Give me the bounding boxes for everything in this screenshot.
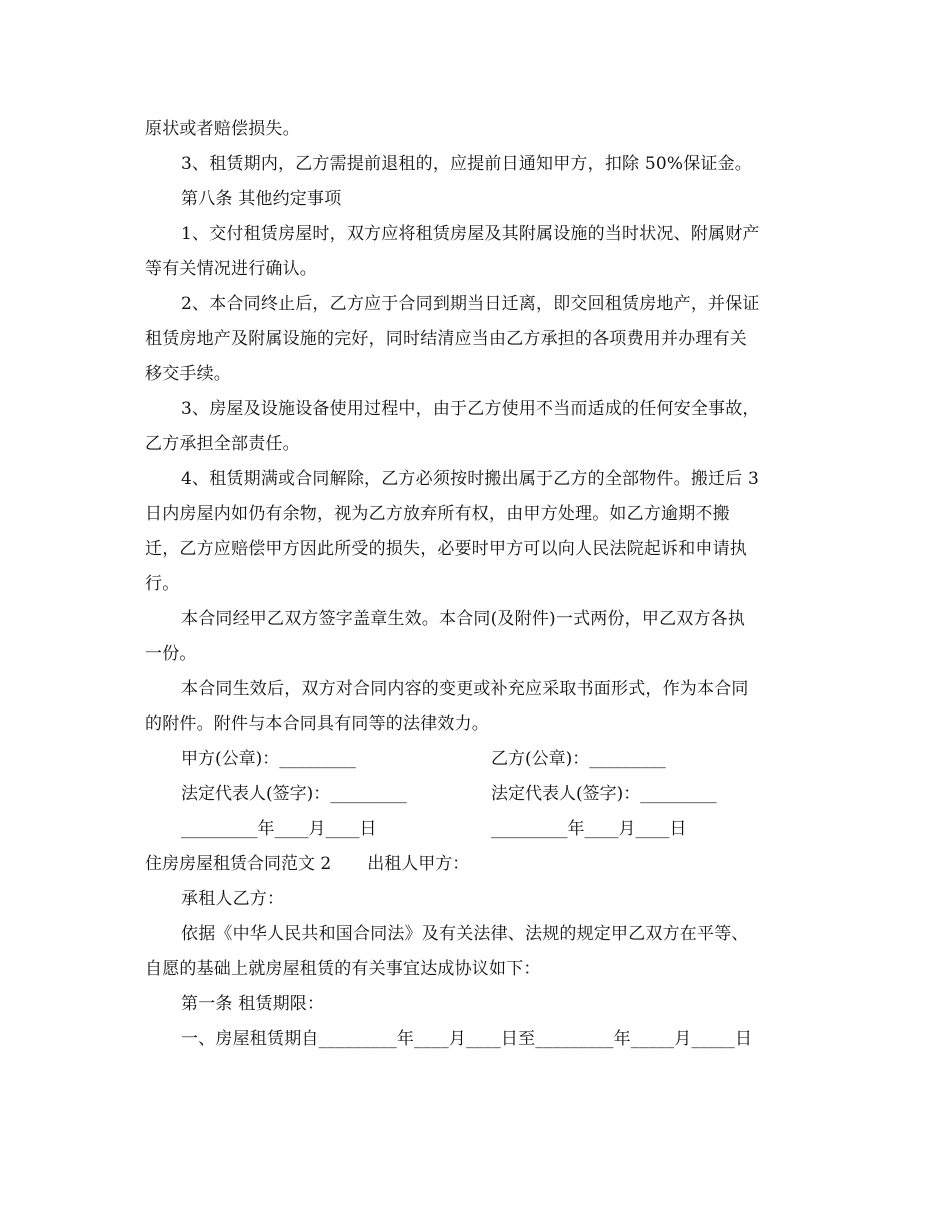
signature-row-date	[145, 812, 810, 847]
text-line: 一份。	[145, 644, 197, 664]
party-a-rep: 法定代表人(签字)：_________	[181, 784, 407, 804]
text-line: 4、租赁期满或合同解除，乙方必须按时搬出属于乙方的全部物件。搬迁后 3	[181, 469, 760, 489]
party-a-seal: 甲方(公章)：_________	[181, 749, 356, 769]
lessor-label: 出租人甲方：	[367, 854, 470, 874]
text-line: 租赁房地产及附属设施的完好，同时结清应当由乙方承担的各项费用并办理有关	[145, 329, 747, 349]
text-line: 1、交付租赁房屋时，双方应将租赁房屋及其附属设施的当时状况、附属财产	[181, 224, 760, 244]
text-line: 本合同经甲乙双方签字盖章生效。本合同(及附件)一式两份，甲乙双方各执	[181, 609, 746, 629]
text-line: 移交手续。	[145, 364, 231, 384]
document-page	[145, 112, 810, 1057]
text-line: 一、房屋租赁期自_________年____月____日至_________年_____月_____日	[181, 1029, 753, 1049]
party-b-seal: 乙方(公章)：_________	[491, 749, 666, 769]
text-line: 原状或者赔偿损失。	[145, 119, 300, 139]
signature-row-rep	[145, 777, 810, 812]
text-line: 本合同生效后，双方对合同内容的变更或补充应采取书面形式，作为本合同	[181, 679, 749, 699]
text-line: 行。	[145, 574, 180, 594]
text-line: 日内房屋内如仍有余物，视为乙方放弃所有权，由甲方处理。如乙方逾期不搬	[145, 504, 730, 524]
party-b-rep: 法定代表人(签字)：_________	[491, 784, 717, 804]
text-line: 等有关情况进行确认。	[145, 259, 317, 279]
text-line: 依据《中华人民共和国合同法》及有关法律、法规的规定甲乙双方在平等、	[181, 924, 749, 944]
section2-title: 住房房屋租赁合同范文 2	[145, 854, 332, 874]
party-b-date: _________年____月____日	[491, 819, 687, 839]
section-heading: 第一条 租赁期限：	[181, 994, 325, 1014]
text-line: 2、本合同终止后，乙方应于合同到期当日迁离，即交回租赁房地产，并保证	[181, 294, 760, 314]
text-line: 的附件。附件与本合同具有同等的法律效力。	[145, 714, 489, 734]
signature-row-seal	[145, 742, 810, 777]
section-heading: 第八条 其他约定事项	[181, 189, 342, 209]
text-line: 3、租赁期内，乙方需提前退租的，应提前日通知甲方，扣除 50%保证金。	[181, 154, 753, 174]
text-line: 自愿的基础上就房屋租赁的有关事宜达成协议如下：	[145, 959, 541, 979]
text-line: 迁，乙方应赔偿甲方因此所受的损失，必要时甲方可以向人民法院起诉和申请执	[145, 539, 747, 559]
text-line: 3、房屋及设施设备使用过程中，由于乙方使用不当而适成的任何安全事故，	[181, 399, 760, 419]
party-a-date: _________年____月____日	[181, 819, 377, 839]
lessee-label: 承租人乙方：	[181, 889, 285, 909]
text-line: 乙方承担全部责任。	[145, 434, 300, 454]
section2-title-line	[145, 847, 810, 882]
